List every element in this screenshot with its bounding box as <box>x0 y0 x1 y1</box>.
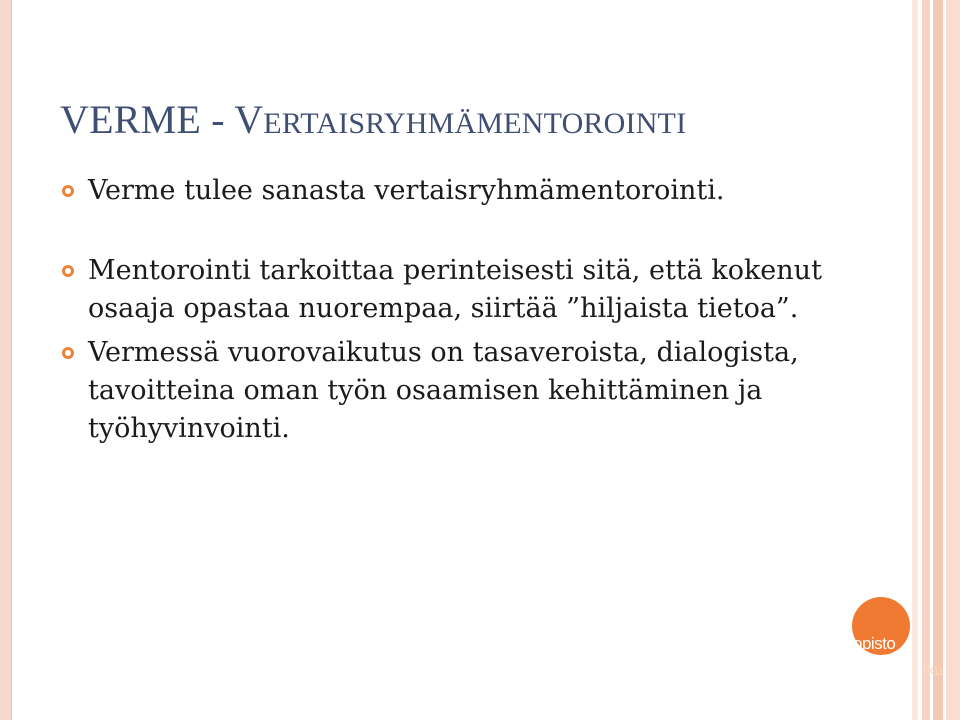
bullet-text: Vermessä vuorovaikutus on tasaveroista, dialogista, tavoitteina oman työn osaamisen kehittäminen ja työhyvinvointi. <box>88 337 799 444</box>
bullet-text: Verme tulee sanasta vertaisryhmämentorointi. <box>88 175 725 206</box>
stripe <box>933 0 943 720</box>
left-decorative-stripe <box>0 0 11 720</box>
logo-text: opisto <box>853 634 896 653</box>
bullet-text: Mentorointi tarkoittaa perinteisesti sitä, että kokenut osaaja opastaa nuorempaa, siirtää ”hiljaista tietoa”. <box>88 255 822 324</box>
stripe <box>946 0 960 720</box>
bullet-item <box>60 334 880 448</box>
left-decorative-line <box>11 0 12 720</box>
bullet-item <box>60 172 880 210</box>
logo-suffix: rku <box>922 662 943 679</box>
bullet-circle-icon <box>62 265 74 277</box>
bullet-item <box>60 252 880 328</box>
slide-title-rest: ERTAISRYHMÄMENTOROINTI <box>263 107 687 140</box>
slide-title <box>60 96 686 143</box>
bullet-circle-icon <box>62 185 74 197</box>
right-decorative-stripes <box>912 0 960 720</box>
slide-title-main: VERME - V <box>60 97 264 142</box>
bullet-circle-icon <box>62 347 74 359</box>
bullet-list <box>60 172 880 448</box>
stripe <box>922 0 930 720</box>
